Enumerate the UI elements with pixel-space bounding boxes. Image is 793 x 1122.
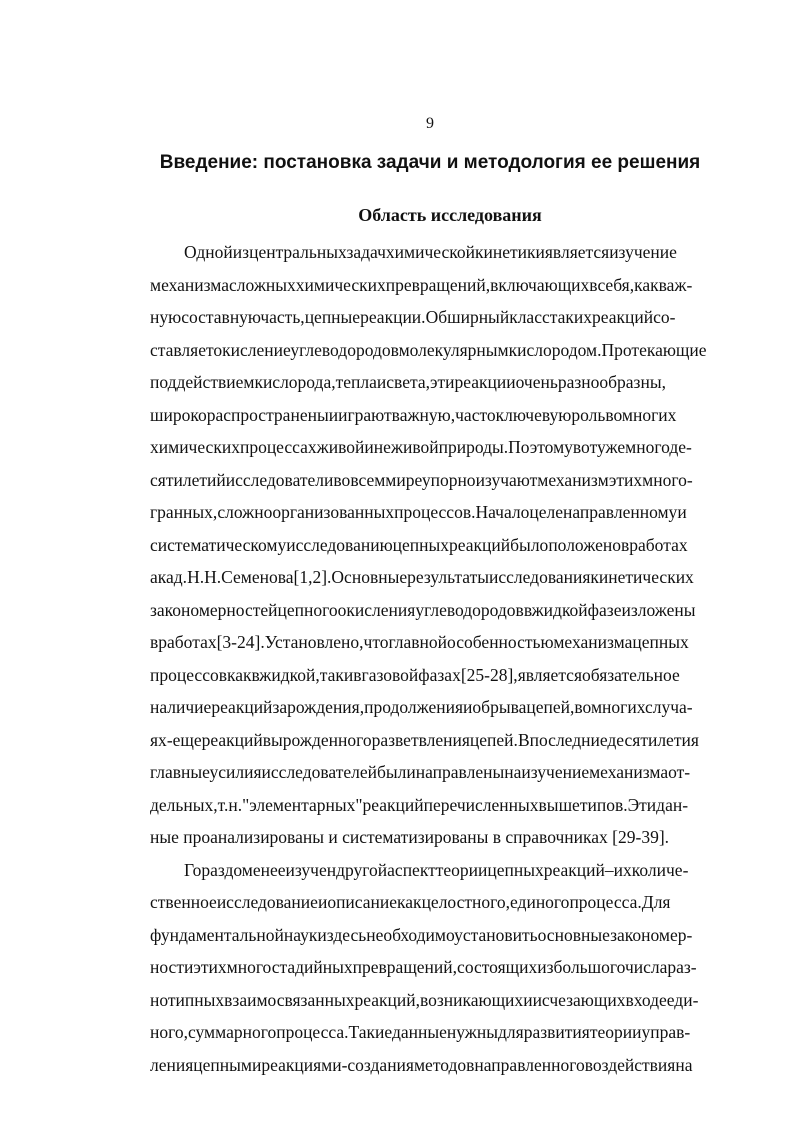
word: ности [150, 957, 194, 977]
paragraph-2 [116, 858, 742, 1086]
word: распространены [206, 404, 329, 425]
word: живой [316, 437, 365, 457]
text-line [116, 890, 742, 923]
word: данные [391, 1022, 447, 1042]
word: наличие [150, 697, 212, 717]
word: разнообразны, [557, 372, 666, 392]
word: создания [347, 1054, 414, 1075]
word: разветвления [371, 729, 470, 750]
word: часто [455, 404, 496, 425]
word: положено [548, 534, 621, 555]
word: фундаментальной [150, 924, 284, 945]
word: Такие [348, 1022, 392, 1042]
word: единого [510, 892, 570, 912]
word: молекулярным [398, 339, 509, 360]
body-text [116, 240, 742, 1085]
word: здесь [326, 924, 367, 945]
word: в [150, 632, 159, 652]
word: реакции. [360, 307, 426, 327]
word: процесса. [569, 892, 642, 912]
text-line [116, 695, 742, 728]
justified-words [150, 957, 697, 977]
justified-words [150, 405, 676, 425]
word: превращений, [385, 274, 491, 295]
word: Установлено, [264, 632, 364, 652]
word: теории [589, 1022, 642, 1042]
word: уже [597, 437, 626, 457]
justified-words [150, 535, 688, 555]
word: много [625, 437, 670, 457]
word: на [675, 1054, 693, 1075]
word: последние [529, 729, 608, 750]
word: обрыва [472, 697, 527, 717]
word: центральных [249, 242, 347, 262]
word: и [376, 372, 387, 392]
word: еди- [666, 989, 699, 1010]
text-line [116, 663, 742, 696]
word: широко [150, 404, 207, 425]
word: управ- [641, 1022, 691, 1042]
word: процессах [239, 437, 317, 457]
word: химических [150, 437, 240, 457]
justified-words [150, 275, 692, 295]
word: углеводородов [290, 339, 399, 360]
word: реакций [201, 729, 263, 750]
word: в [625, 989, 634, 1010]
word: установить [454, 924, 538, 945]
text-line [116, 988, 742, 1021]
word: изучение [609, 242, 677, 262]
word: [3-24]. [216, 632, 265, 652]
word: окисление [213, 339, 291, 360]
text-line [116, 598, 742, 631]
word: много- [642, 469, 693, 490]
word: газовой [361, 664, 419, 685]
word: их [613, 859, 632, 880]
word: главные [150, 762, 210, 782]
word: методов [413, 1054, 475, 1075]
word: исследования [489, 567, 591, 587]
word: химических [295, 274, 386, 295]
word: от- [668, 762, 691, 782]
word: Обширный [425, 307, 510, 327]
justified-words [150, 567, 694, 587]
word: эти [429, 372, 455, 392]
word: возникающих [419, 989, 524, 1010]
word: необходимо [366, 924, 455, 945]
justified-words [150, 892, 671, 912]
word: составную [181, 307, 261, 327]
word: результаты [407, 567, 489, 587]
word: класс [509, 307, 550, 327]
word: десятилетия [607, 729, 699, 750]
word: – [604, 859, 614, 880]
word: реакции [454, 372, 516, 392]
word: целостного, [421, 892, 511, 912]
paragraph-1 [116, 240, 742, 858]
word: выше [538, 794, 580, 815]
word: еще [172, 729, 202, 750]
word: сложных [229, 274, 296, 295]
word: из [537, 957, 554, 977]
justified-words [150, 697, 693, 717]
chapter-title: Введение: постановка задачи и методология ее решения [159, 152, 701, 173]
word: цепного [277, 599, 338, 620]
word: что [363, 632, 389, 652]
word: в [621, 534, 630, 555]
word: фазах [418, 664, 461, 685]
word: Начало [475, 502, 530, 522]
word: ставляет [150, 339, 214, 360]
word: цепных [392, 534, 450, 555]
word: реакций, [354, 989, 420, 1010]
word: и [343, 664, 354, 685]
word: систематическому [150, 534, 287, 555]
word: упорно [421, 469, 476, 490]
word: числа [624, 957, 668, 977]
word: обязательное [582, 664, 680, 685]
word: себя, [597, 274, 635, 295]
word: воздействия [584, 1054, 676, 1075]
word: реакциями [261, 1054, 342, 1075]
word: химической [385, 242, 475, 262]
word: аспект [387, 859, 436, 880]
word: процессов. [394, 502, 476, 522]
word: Для [641, 892, 671, 912]
justified-words [150, 925, 692, 945]
word: является [517, 664, 582, 685]
word: дельных, [150, 794, 218, 815]
justified-words [150, 470, 693, 490]
word: и [523, 989, 533, 1010]
text-line [116, 858, 742, 891]
word: ключевую [495, 404, 572, 425]
word: и [677, 502, 687, 522]
word: сятилетий [150, 469, 226, 490]
word: часть, [260, 307, 305, 327]
word: Эти [627, 794, 657, 815]
word: роль [571, 404, 606, 425]
text-line [116, 370, 742, 403]
text-line [116, 955, 742, 988]
word: перечисленных [423, 794, 539, 815]
word: Семенова [221, 567, 294, 587]
word: т.н. [217, 794, 243, 815]
justified-words [150, 600, 696, 620]
word: - [166, 729, 173, 750]
word: природы. [438, 437, 509, 457]
word: менее [241, 859, 286, 880]
word: как [634, 274, 659, 295]
word: жидкой, [259, 664, 320, 685]
word: как [226, 664, 252, 685]
word: Протекающие [601, 339, 707, 360]
word: фазе [587, 599, 622, 620]
word: механизма [553, 632, 633, 652]
word: описание [327, 892, 398, 912]
word: другой [336, 859, 388, 880]
word: превращений, [352, 957, 458, 977]
justified-words [184, 860, 688, 880]
text-line [116, 630, 742, 663]
word: во [333, 469, 351, 490]
word: важную, [391, 404, 456, 425]
word: количе- [631, 859, 689, 880]
word: на [504, 762, 522, 782]
word: акад. [150, 567, 188, 587]
justified-words [150, 340, 707, 360]
word: изучен [285, 859, 337, 880]
word: задач [346, 242, 386, 262]
word: ную [150, 307, 182, 327]
word: изучают [475, 469, 538, 490]
word: развития [523, 1022, 590, 1042]
word: цепные [304, 307, 361, 327]
word: всем [350, 469, 386, 490]
page-number: 9 [426, 115, 434, 132]
word: кислородом. [508, 339, 602, 360]
word: этих [608, 469, 643, 490]
text-line [116, 728, 742, 761]
word: 2]. [312, 567, 332, 587]
justified-words [150, 762, 690, 782]
word: как [397, 892, 422, 912]
word: типов. [579, 794, 628, 815]
word: состоящих [457, 957, 538, 977]
word: "элементарных" [242, 794, 363, 815]
word: процесса. [276, 1022, 349, 1042]
word: действием [176, 372, 255, 392]
word: [1, [293, 567, 313, 587]
word: включающих [490, 274, 590, 295]
word: В [517, 729, 530, 750]
word: во [574, 697, 591, 717]
word: сложноорганизованных [217, 502, 395, 522]
word: закономер- [610, 924, 693, 945]
justified-words [150, 502, 687, 522]
text-line [116, 793, 742, 826]
text-line [116, 923, 742, 956]
word: гранных, [150, 502, 218, 522]
word: случа- [644, 697, 693, 717]
text-line [116, 305, 742, 338]
word: механизма [589, 762, 669, 782]
word: реакций [543, 859, 605, 880]
word: ходе [633, 989, 667, 1010]
section-title: Область исследования [358, 205, 542, 225]
word: основные [537, 924, 611, 945]
text-line [116, 468, 742, 501]
word: реакций [449, 534, 511, 555]
text-line [116, 338, 742, 371]
word: Основные [331, 567, 408, 587]
text-line [116, 565, 742, 598]
word: мире [385, 469, 422, 490]
word: особенностью [447, 632, 554, 652]
word: играют [338, 404, 392, 425]
word: вырожденного [262, 729, 372, 750]
word: исследователи [225, 469, 334, 490]
word: из [232, 242, 250, 262]
justified-words [150, 990, 698, 1010]
word: в [353, 664, 362, 685]
word: очень [515, 372, 558, 392]
word: Гораздо [184, 859, 242, 880]
word: теории [435, 859, 488, 880]
word: изложены [621, 599, 696, 620]
word: нужны [446, 1022, 499, 1042]
justified-words [150, 1022, 690, 1042]
word: исследователей [261, 762, 377, 782]
word: цепей. [469, 729, 518, 750]
word: дан- [656, 794, 689, 815]
text-line: ные проанализированы и систематизированы в справочниках [29-39]. [150, 827, 670, 847]
word: [25-28], [460, 664, 518, 685]
text-line [116, 403, 742, 436]
word: исследованию [286, 534, 393, 555]
word: целенаправленному [529, 502, 678, 522]
word: таких [549, 307, 592, 327]
word: в [523, 599, 532, 620]
justified-words [150, 307, 675, 327]
word: является [544, 242, 610, 262]
justified-words [150, 665, 680, 685]
justified-words [150, 437, 692, 457]
text-line [116, 240, 742, 273]
word: было [510, 534, 549, 555]
word: в [251, 664, 260, 685]
word: работах [158, 632, 217, 652]
word: реакций [591, 307, 654, 327]
word: исследование [216, 892, 318, 912]
word: реакций [362, 794, 424, 815]
word: суммарного [187, 1022, 277, 1042]
justified-words [150, 1055, 692, 1075]
word: закономерностей [150, 599, 278, 620]
justified-words [150, 632, 689, 652]
word: механизма [150, 274, 230, 295]
word: ях [150, 729, 167, 750]
word: и [463, 697, 473, 717]
word: нотипных [150, 989, 225, 1010]
word: ственное [150, 892, 217, 912]
word: работах [629, 534, 688, 555]
word: цепными [193, 1054, 262, 1075]
word: кинетических [590, 567, 694, 587]
word: многостадийных [226, 957, 353, 977]
word: этих [193, 957, 227, 977]
word: ления [150, 1054, 194, 1075]
word: неживой [373, 437, 439, 457]
word: большого [553, 957, 625, 977]
justified-words [150, 372, 666, 392]
word: раз- [667, 957, 697, 977]
word: жидкой [531, 599, 588, 620]
word: усилия [209, 762, 262, 782]
word: направлены [415, 762, 505, 782]
word: Н.Н. [187, 567, 222, 587]
word: цепей, [526, 697, 575, 717]
word: во [605, 404, 622, 425]
word: окисления [337, 599, 416, 620]
text-line [116, 500, 742, 533]
word: направленного [474, 1054, 585, 1075]
word: механизм [537, 469, 609, 490]
word: кислорода, [254, 372, 336, 392]
word: важ- [658, 274, 693, 295]
text-line [116, 760, 742, 793]
text-line [116, 533, 742, 566]
word: процессов [150, 664, 227, 685]
word: со- [653, 307, 676, 327]
word: и [328, 404, 339, 425]
word: и [364, 437, 374, 457]
word: углеводородов [415, 599, 524, 620]
word: для [498, 1022, 524, 1042]
justified-words [150, 730, 699, 750]
word: реакций [211, 697, 273, 717]
word: продолжения [364, 697, 464, 717]
text-line [116, 273, 742, 306]
word: науки [283, 924, 327, 945]
text-line [116, 1020, 742, 1053]
word: де- [669, 437, 692, 457]
word: многих [621, 404, 677, 425]
word: света, [386, 372, 430, 392]
word: и [317, 892, 328, 912]
word: Поэтому [508, 437, 573, 457]
word: тепла [335, 372, 377, 392]
word: под [150, 372, 177, 392]
word: главной [388, 632, 448, 652]
word: в [589, 274, 598, 295]
word: цепных [632, 632, 689, 652]
justified-words [184, 242, 677, 262]
word: цепных [487, 859, 544, 880]
text-line [116, 435, 742, 468]
word: ного, [150, 1022, 188, 1042]
word: изучение [521, 762, 590, 782]
word: многих [590, 697, 645, 717]
word: взаимосвязанных [224, 989, 355, 1010]
word: были [377, 762, 416, 782]
word: так [319, 664, 344, 685]
word: вот [572, 437, 597, 457]
word: - [341, 1054, 348, 1075]
text-line [116, 1053, 742, 1086]
word: кинетики [474, 242, 545, 262]
word: зарождения, [272, 697, 365, 717]
justified-words [150, 795, 688, 815]
word: Одной [184, 242, 233, 262]
word: исчезающих [532, 989, 626, 1010]
